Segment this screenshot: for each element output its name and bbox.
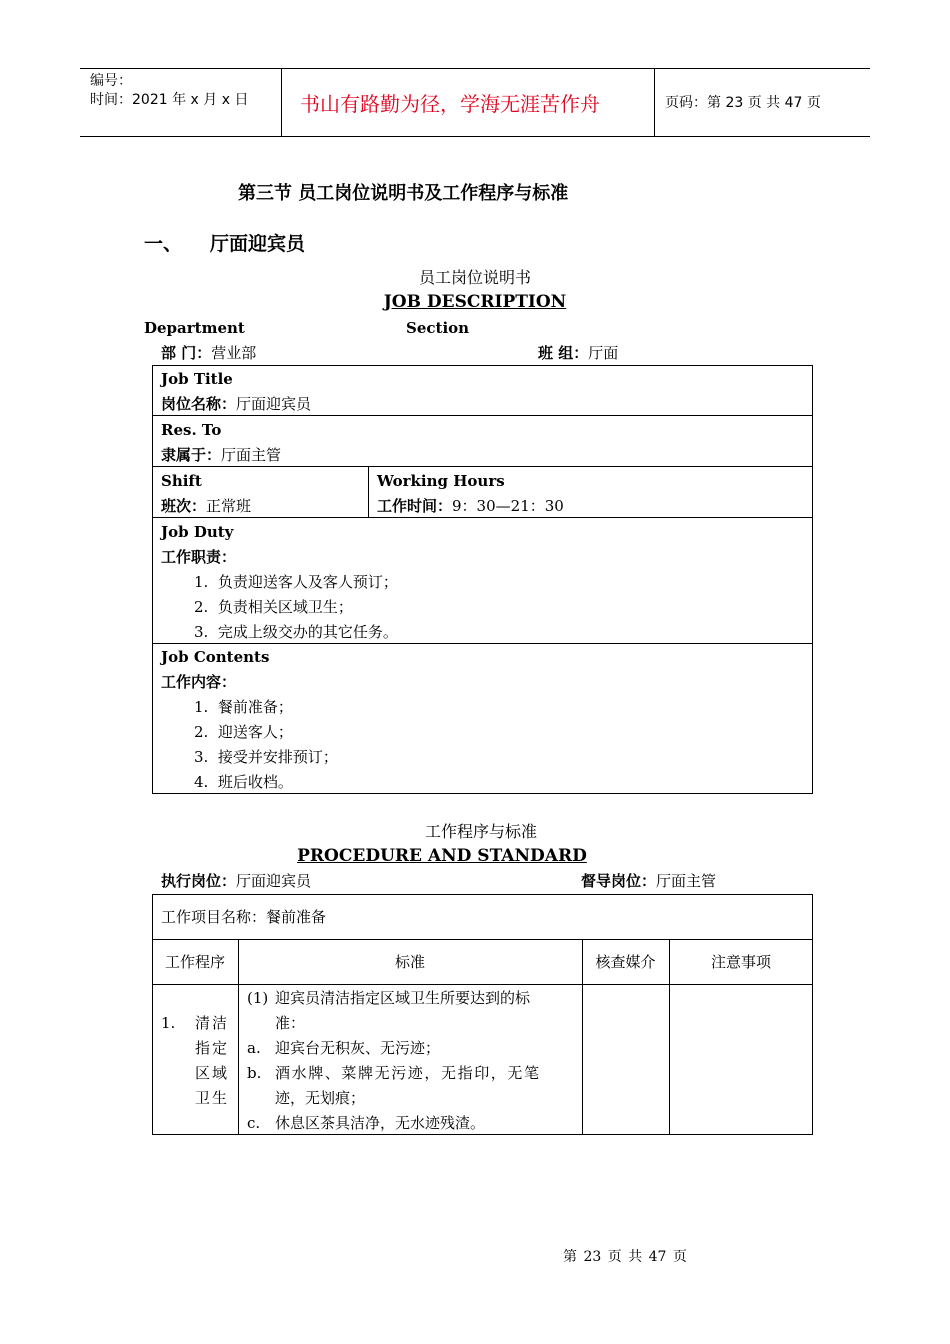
duty-cn-label: 工作职责： — [161, 548, 237, 566]
list-item-text: 负责迎送客人及客人预订； — [217, 573, 398, 591]
proc-row-divider — [152, 939, 813, 940]
job-title-field — [161, 394, 311, 414]
department-field — [161, 343, 256, 363]
list-item-number: 1. — [194, 698, 209, 716]
list-item-number: 3. — [194, 623, 209, 641]
list-item-text: 接受并安排预订； — [217, 748, 338, 766]
section-title: 第三节 员工岗位说明书及工作程序与标准 — [238, 183, 569, 204]
exec-post-label: 执行岗位： — [161, 872, 237, 890]
hours-cn-label: 工作时间： — [377, 497, 453, 515]
list-item — [194, 772, 293, 792]
procedure-table — [152, 894, 813, 1135]
standard-mark: a. — [247, 1039, 261, 1057]
section-cn-label: 班 组： — [538, 344, 589, 362]
jd-row-divider — [152, 517, 813, 518]
exec-post-field — [161, 871, 311, 891]
step-line: 卫生 — [195, 1089, 230, 1107]
supervise-post-field — [581, 871, 716, 891]
column-header: 注意事项 — [710, 953, 771, 971]
job-title-value: 厅面迎宾员 — [236, 395, 312, 413]
hours-value: 9：30—21：30 — [452, 497, 564, 515]
list-item — [194, 597, 353, 617]
section-field — [538, 343, 618, 363]
list-item — [194, 747, 338, 767]
hours-field — [377, 496, 564, 516]
list-item-text: 餐前准备； — [217, 698, 293, 716]
jd-row-divider — [152, 466, 813, 467]
work-item-name: 工作项目名称：餐前准备 — [161, 908, 327, 926]
header-page-label: 页码：第 23 页 共 47 页 — [665, 95, 821, 111]
header-bottom-rule — [80, 136, 870, 137]
header-divider — [654, 68, 655, 136]
subsection-title: 厅面迎宾员 — [210, 233, 306, 255]
header-time-label: 时间：2021 年 x 月 x 日 — [90, 92, 249, 108]
jd-row-divider — [152, 415, 813, 416]
list-item-text: 班后收档。 — [217, 773, 293, 791]
standard-line: 酒水牌、菜牌无污迹，无指印，无笔 — [275, 1064, 541, 1082]
job-title-cn-label: 岗位名称： — [161, 395, 237, 413]
list-item-number: 4. — [194, 773, 209, 791]
jd-title-cn: 员工岗位说明书 — [418, 268, 531, 287]
list-item-text: 负责相关区域卫生； — [217, 598, 353, 616]
shift-value: 正常班 — [206, 497, 252, 515]
standard-mark: c. — [247, 1114, 261, 1132]
header-divider — [281, 68, 282, 136]
step-line: 指定 — [195, 1039, 230, 1057]
supervise-post-label: 督导岗位： — [581, 872, 657, 890]
department-cn-label: 部 门： — [161, 344, 212, 362]
list-item — [194, 622, 398, 642]
section-en-label: Section — [406, 319, 470, 337]
header-top-rule — [80, 68, 870, 69]
standard-line: 迎宾员清洁指定区域卫生所要达到的标 — [275, 989, 531, 1007]
column-header: 标准 — [394, 953, 425, 971]
list-item-number: 2. — [194, 598, 209, 616]
step-line: 清洁 — [195, 1014, 230, 1032]
shift-field — [161, 496, 251, 516]
contents-en: Job Contents — [161, 648, 270, 666]
column-header: 核查媒介 — [595, 953, 656, 971]
step-line: 区域 — [195, 1064, 230, 1082]
footer-page-number: 第 23 页 共 47 页 — [563, 1249, 687, 1265]
standard-line: 准： — [275, 1014, 306, 1032]
job-title-en: Job Title — [161, 370, 233, 388]
jd-row-divider — [152, 643, 813, 644]
list-item-number: 1. — [194, 573, 209, 591]
standard-line: 休息区茶具洁净，无水迹残渣。 — [275, 1114, 486, 1132]
proc-title-en: PROCEDURE AND STANDARD — [297, 846, 587, 866]
res-to-cn-label: 隶属于： — [161, 446, 222, 464]
department-en-label: Department — [144, 319, 245, 337]
subsection-number: 一、 — [144, 233, 183, 255]
header-number-label: 编号： — [90, 73, 132, 89]
standard-line: 迹，无划痕； — [275, 1089, 366, 1107]
list-item — [194, 572, 398, 592]
jd-title-en: JOB DESCRIPTION — [383, 292, 567, 312]
standard-mark: (1) — [247, 989, 269, 1007]
supervise-post-value: 厅面主管 — [656, 872, 717, 890]
step-number: 1. — [161, 1014, 176, 1032]
standard-line: 迎宾台无积灰、无污迹； — [275, 1039, 441, 1057]
list-item-text: 迎送客人； — [217, 723, 293, 741]
standard-mark: b. — [247, 1064, 262, 1082]
res-to-en: Res. To — [161, 421, 222, 439]
section-value: 厅面 — [588, 344, 619, 362]
contents-cn-label: 工作内容： — [161, 673, 237, 691]
proc-row-divider — [152, 984, 813, 985]
list-item-number: 3. — [194, 748, 209, 766]
shift-en: Shift — [161, 472, 202, 490]
exec-post-value: 厅面迎宾员 — [236, 872, 312, 890]
hours-en: Working Hours — [377, 472, 505, 490]
jd-col-divider — [368, 466, 369, 517]
column-header: 工作程序 — [164, 953, 225, 971]
list-item — [194, 722, 293, 742]
duty-en: Job Duty — [161, 523, 234, 541]
res-to-field — [161, 445, 281, 465]
list-item-number: 2. — [194, 723, 209, 741]
proc-title-cn: 工作程序与标准 — [424, 822, 537, 841]
header-motto: 书山有路勤为径，学海无涯苦作舟 — [300, 92, 600, 116]
list-item-text: 完成上级交办的其它任务。 — [217, 623, 398, 641]
department-value: 营业部 — [211, 344, 257, 362]
list-item — [194, 697, 293, 717]
res-to-value: 厅面主管 — [221, 446, 282, 464]
shift-cn-label: 班次： — [161, 497, 207, 515]
